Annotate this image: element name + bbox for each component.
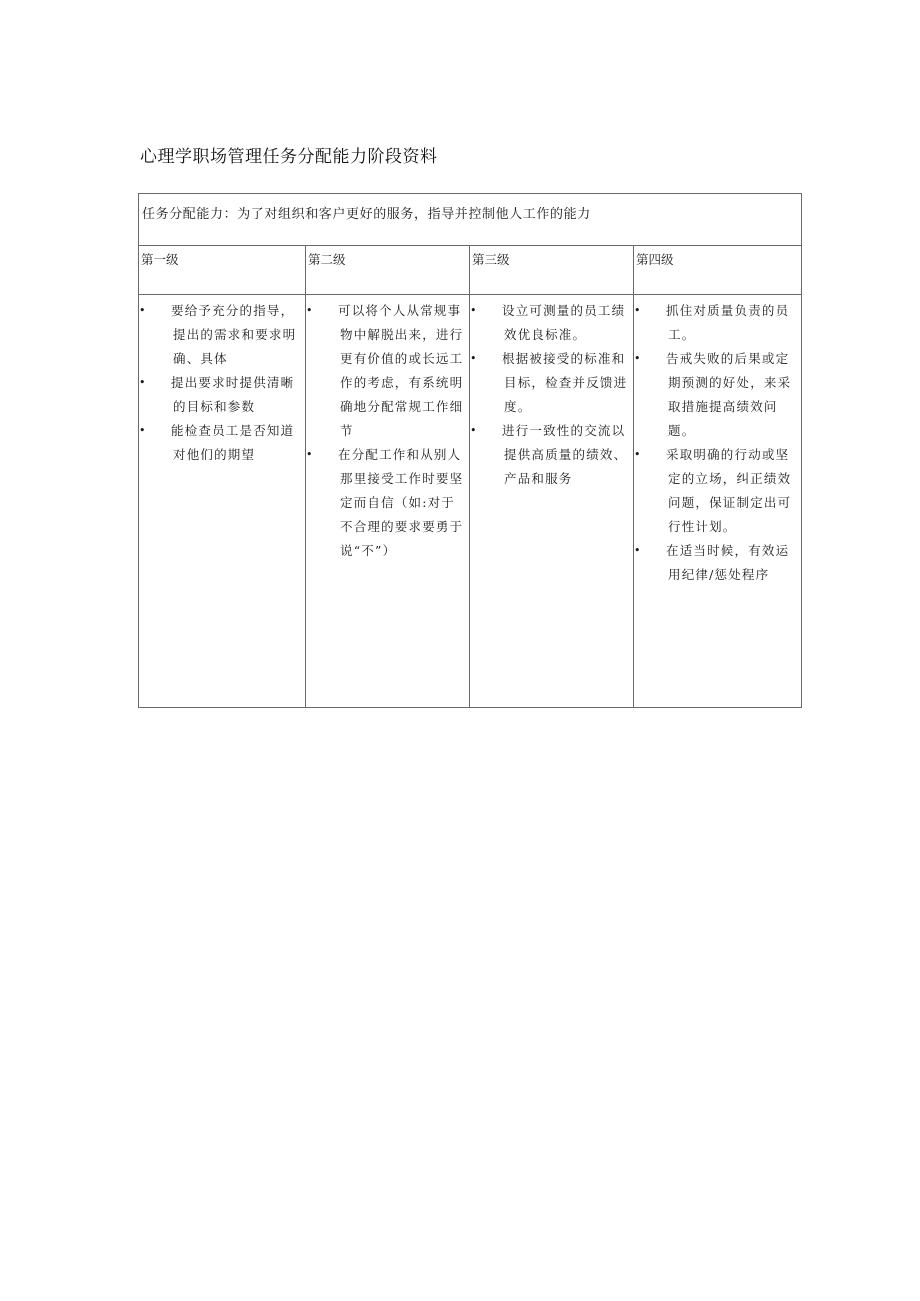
level-4-bullet-list bbox=[634, 295, 801, 587]
bullet-text: 根据被接受的标准和目标，检查并反馈进度。 bbox=[502, 351, 628, 414]
bullet-text: 在分配工作和从别人那里接受工作时要坚定而自信（如:对于不合理的要求要勇于说“不”） bbox=[338, 447, 464, 558]
bullet-text: 要给予充分的指导，提出的需求和要求明确、具体 bbox=[171, 303, 297, 366]
list-item bbox=[634, 347, 801, 443]
level-2-content-cell bbox=[306, 295, 470, 708]
list-item bbox=[470, 347, 633, 419]
list-item bbox=[634, 443, 801, 539]
level-4-content-cell bbox=[634, 295, 802, 708]
bullet-text: 进行一致性的交流以提供高质量的绩效、产品和服务 bbox=[502, 423, 628, 486]
definition-row bbox=[139, 194, 802, 246]
document-title: 心理学职场管理任务分配能力阶段资料 bbox=[140, 147, 438, 167]
level-1-heading-cell bbox=[139, 246, 306, 295]
bullet-text: 设立可测量的员工绩效优良标准。 bbox=[502, 303, 626, 342]
bullet-icon: • bbox=[306, 448, 314, 461]
level-4-heading-cell bbox=[634, 246, 802, 295]
bullet-text: 能检查员工是否知道对他们的期望 bbox=[171, 423, 295, 462]
bullet-text: 可以将个人从常规事物中解脱出来，进行更有价值的或长远工作的考虑，有系统明确地分配常规工作细节 bbox=[338, 303, 464, 438]
bullet-icon: • bbox=[139, 376, 147, 389]
ability-levels-table bbox=[138, 193, 802, 708]
list-item bbox=[634, 539, 801, 587]
level-content-row bbox=[139, 295, 802, 708]
level-1-content-cell bbox=[139, 295, 306, 708]
bullet-icon: • bbox=[139, 304, 147, 317]
bullet-icon: • bbox=[470, 352, 478, 365]
ability-definition: 任务分配能力：为了对组织和客户更好的服务，指导并控制他人工作的能力 bbox=[142, 207, 591, 222]
bullet-icon: • bbox=[634, 304, 642, 317]
list-item bbox=[139, 299, 305, 371]
level-3-bullet-list bbox=[470, 295, 633, 491]
list-item bbox=[139, 371, 305, 419]
bullet-icon: • bbox=[634, 448, 642, 461]
level-1-bullet-list bbox=[139, 295, 305, 467]
list-item bbox=[470, 299, 633, 347]
list-item bbox=[306, 443, 469, 563]
bullet-icon: • bbox=[139, 424, 147, 437]
bullet-icon: • bbox=[634, 352, 642, 365]
bullet-text: 告戒失败的后果或定期预测的好处，来采取措施提高绩效问题。 bbox=[666, 351, 792, 438]
level-2-heading: 第二级 bbox=[308, 252, 346, 267]
list-item bbox=[306, 299, 469, 443]
level-heading-row bbox=[139, 246, 802, 295]
level-3-heading: 第三级 bbox=[472, 252, 510, 267]
bullet-text: 在适当时候，有效运用纪律/惩处程序 bbox=[666, 543, 790, 582]
bullet-text: 提出要求时提供清晰的目标和参数 bbox=[171, 375, 295, 414]
list-item bbox=[470, 419, 633, 491]
level-2-heading-cell bbox=[306, 246, 470, 295]
level-4-heading: 第四级 bbox=[636, 252, 674, 267]
level-2-bullet-list bbox=[306, 295, 469, 563]
list-item bbox=[634, 299, 801, 347]
level-3-content-cell bbox=[470, 295, 634, 708]
bullet-icon: • bbox=[470, 424, 478, 437]
bullet-icon: • bbox=[470, 304, 478, 317]
level-1-heading: 第一级 bbox=[141, 252, 179, 267]
bullet-text: 抓住对质量负责的员工。 bbox=[666, 303, 790, 342]
bullet-icon: • bbox=[634, 544, 642, 557]
bullet-text: 采取明确的行动或坚定的立场，纠正绩效问题，保证制定出可行性计划。 bbox=[666, 447, 792, 534]
level-3-heading-cell bbox=[470, 246, 634, 295]
definition-cell bbox=[139, 194, 802, 246]
list-item bbox=[139, 419, 305, 467]
bullet-icon: • bbox=[306, 304, 314, 317]
